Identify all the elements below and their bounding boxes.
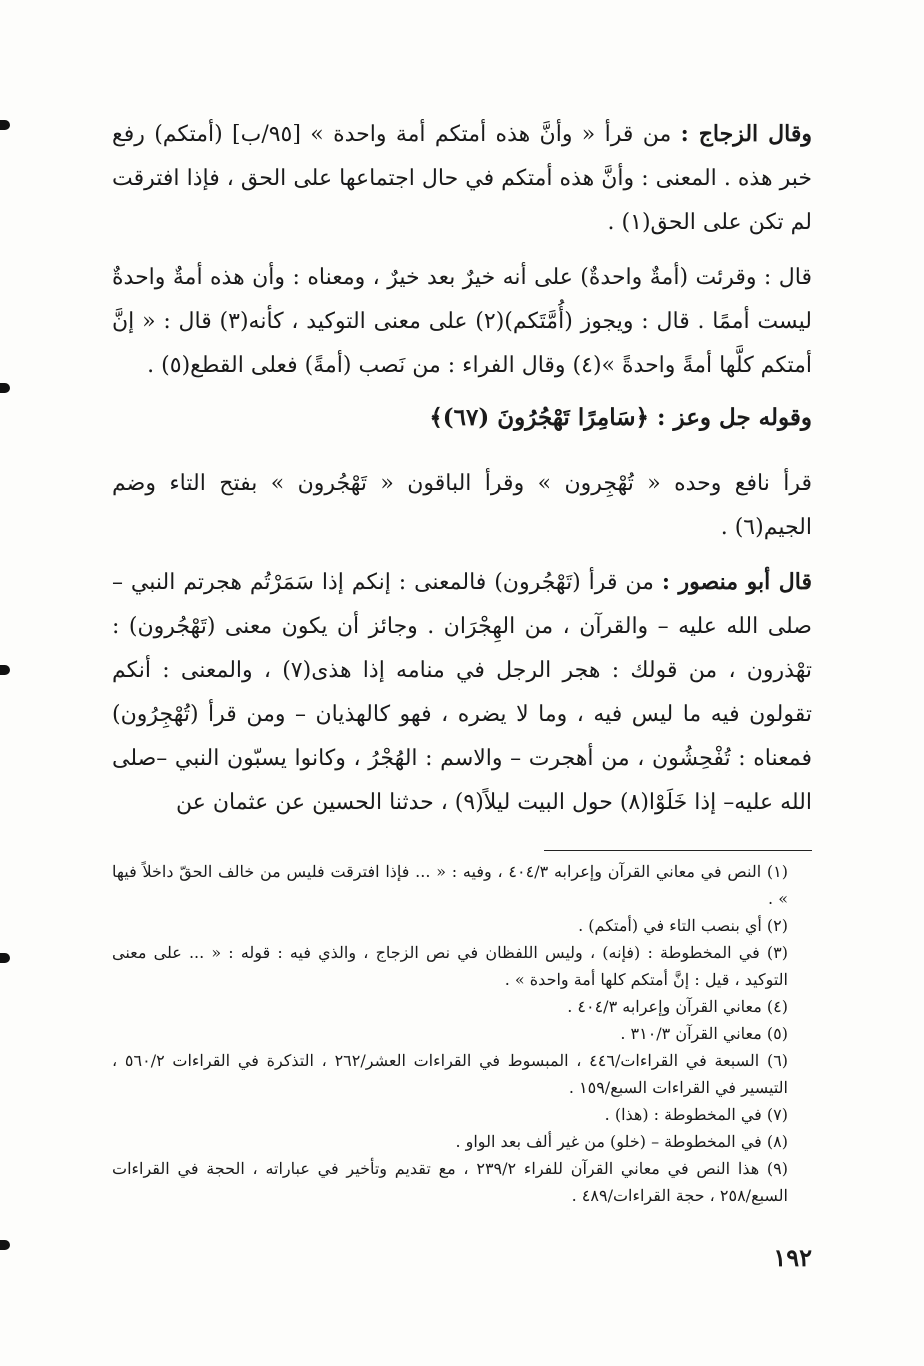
- quran-verse: ﴿سَامِرًا تَهْجُرُونَ (٦٧)﴾: [429, 404, 657, 431]
- paragraph-lead: قال أبو منصور :: [661, 569, 812, 595]
- footnote: (١) النص في معاني القرآن وإعرابه ٤٠٤/٣ ، وفيه : « ... فإذا افترقت فليس من خالف الحقّ داخلاً فيها » .: [112, 862, 789, 908]
- footnote: (٤) معاني القرآن وإعرابه ٤٠٤/٣ .: [567, 997, 788, 1016]
- scan-margin-mark: [0, 953, 10, 963]
- footnote: (٩) هذا النص في معاني القرآن للفراء ٢٣٩/٢ ، مع تقديم وتأخير في عباراته ، الحجة في القراءات السبع/٢٥٨ ، حجة القراءات/٤٨٩ .: [112, 1159, 788, 1205]
- scan-margin-mark: [0, 120, 10, 130]
- paragraph-readings: [112, 256, 812, 388]
- paragraph-abu-mansur: [112, 560, 812, 825]
- footnote: (٣) في المخطوطة : (فإنه) ، وليس اللفظان في نص الزجاج ، والذي فيه : قوله : « ... على معنى التوكيد ، قيل : إنَّ أمتكم كلها أمة واحدة » .: [112, 943, 788, 989]
- footnotes: [112, 858, 812, 1209]
- footnote: (٥) معاني القرآن ٣١٠/٣ .: [620, 1024, 788, 1043]
- scan-margin-mark: [0, 1240, 10, 1250]
- footnote: (٢) أي بنصب التاء في (أمتكم) .: [578, 916, 788, 935]
- footnote: (٨) في المخطوطة – (خلو) من غير ألف بعد الواو .: [455, 1132, 788, 1151]
- paragraph-lead: وقال الزجاج :: [680, 121, 812, 147]
- scan-margin-mark: [0, 383, 10, 393]
- paragraph-lead: وقوله جل وعز :: [657, 404, 812, 431]
- paragraph-text: من قرأ « وأنَّ هذه أمتكم أمة واحدة » [٩٥/ب] (أمتكم) رفع خبر هذه . المعنى : وأنَّ هذه أمتكم في حال اجتماعها على الحق ، فإذا افترقت لم تكن على الحق(١) .: [112, 122, 812, 235]
- footnote: (٧) في المخطوطة : (هذا) .: [604, 1105, 788, 1124]
- paragraph-verse: [112, 396, 812, 440]
- footnote: (٦) السبعة في القراءات/٤٤٦ ، المبسوط في القراءات العشر/٢٦٢ ، التذكرة في القراءات ٥٦٠/٢ ، التيسير في القراءات السبع/١٥٩ .: [112, 1051, 789, 1097]
- paragraph-text: قرأ نافع وحده « تُهْجِرون » وقرأ الباقون « تَهْجُرون » بفتح التاء وضم الجيم(٦) .: [112, 471, 812, 540]
- paragraph-text: من قرأ (تَهْجُرون) فالمعنى : إنكم إذا سَمَرْتُم هجرتم النبي – صلى الله عليه – والقرآن ، من الهِجْرَان . وجائز أن يكون معنى (تَهْجُرون) : تهْذرون ، من قولك : هجر الرجل في منامه إذا هذى(٧) ، والمعنى : أنكم تقولون فيه ما ليس فيه ، وما لا يضره ، فهو كالهذيان – ومن قرأ (تُهْجِرُون) فمعناه : تُفْحِشُون ، من أهجرت – والاسم : الهُجْرُ ، وكانوا يسبّون النبي –صلى الله عليه– إذا خَلَوْا(٨) حول البيت ليلاً(٩) ، حدثنا الحسين عن عثمان عن: [112, 570, 812, 815]
- page-number: ١٩٢: [773, 1243, 812, 1272]
- paragraph-zajjaj: [112, 112, 812, 245]
- paragraph-qiraat: [112, 462, 812, 550]
- scan-margin-mark: [0, 665, 10, 675]
- footnote-divider: [544, 850, 812, 851]
- paragraph-text: قال : وقرئت (أمةٌ واحدةٌ) على أنه خيرٌ بعد خيرٌ ، ومعناه : وأن هذه أمةٌ واحدةٌ ليست أممًا . قال : ويجوز (أُمَّتَكم)(٢) على معنى التوكيد ، كأنه(٣) قال : « إنَّ أمتكم كلَّها أمةً واحدةً »(٤) وقال الفراء : من نَصب (أمةً) فعلى القطع(٥) .: [112, 265, 812, 378]
